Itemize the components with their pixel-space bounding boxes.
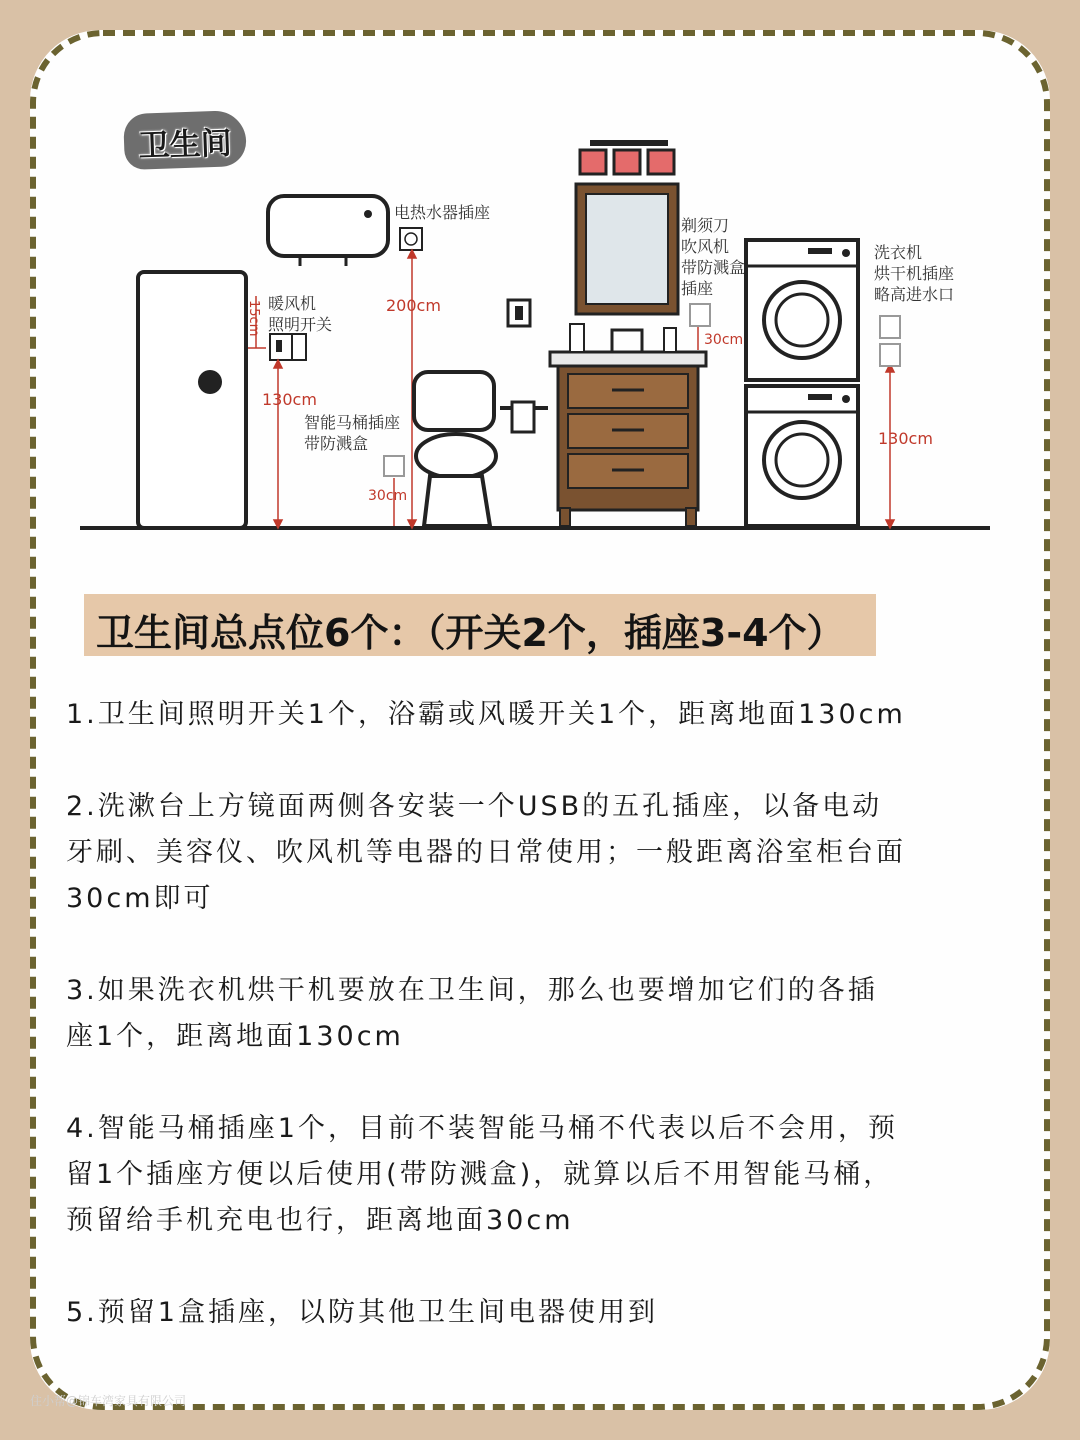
dimension-200cm: 200cm (386, 296, 441, 315)
water-heater-socket-label: 电热水器插座 (394, 203, 491, 222)
dryer-icon (746, 240, 858, 380)
mirror-socket-label: 剃须刀 吹风机 带防溅盒 插座 (681, 216, 746, 298)
socket-icon (400, 228, 422, 250)
water-heater-icon (268, 196, 388, 266)
toilet-icon (414, 372, 496, 526)
toilet-socket-label: 智能马桶插座 带防溅盒 (304, 413, 401, 453)
socket-icon (880, 316, 900, 366)
mirror-icon (576, 184, 678, 314)
washer-icon (746, 386, 858, 526)
scene-title-badge (123, 110, 247, 170)
vanity-cabinet-icon (550, 324, 706, 526)
socket-icon (690, 304, 710, 326)
tips-list (66, 692, 1010, 1382)
list-item: 4.智能马桶插座1个，目前不装智能马桶不代表以后不会用，预 留1个插座方便以后使用(带防溅盒)，就算以后不用智能马桶， 预留给手机充电也行，距离地面30cm (66, 1113, 898, 1236)
light-fixture-icon (580, 140, 674, 174)
switch-icon (270, 334, 306, 360)
dimension-30cm-toilet: 30cm (368, 488, 408, 504)
paper-holder-icon (500, 402, 548, 432)
heater-switch-label: 暖风机 照明开关 (268, 294, 333, 334)
dimension-15cm: 15cm (246, 300, 261, 337)
washer-socket-label: 洗衣机 烘干机插座 略高进水口 (874, 243, 955, 304)
switch-icon (508, 300, 530, 326)
list-item: 2.洗漱台上方镜面两侧各安装一个USB的五孔插座，以备电动 牙刷、美容仪、吹风机等电器的日常使用；一般距离浴室柜台面 30cm即可 (66, 791, 906, 914)
door-icon (138, 272, 246, 528)
socket-icon (384, 456, 404, 476)
list-item: 1.卫生间照明开关1个，浴霸或风暖开关1个，距离地面130cm (66, 699, 906, 730)
watermark: 住小帮@锦车湾家具有限公司 (30, 1394, 187, 1408)
list-item: 5.预留1盒插座，以防其他卫生间电器使用到 (66, 1297, 658, 1328)
dimension-130cm-left: 130cm (262, 390, 317, 409)
dimension-130cm-right: 130cm (878, 429, 933, 448)
dimension-30cm-vanity: 30cm (704, 332, 744, 348)
list-item: 3.如果洗衣机烘干机要放在卫生间，那么也要增加它们的各插 座1个，距离地面130cm (66, 975, 878, 1052)
scene-title: 卫生间 (138, 125, 233, 165)
summary-banner (84, 594, 876, 656)
summary-banner-text: 卫生间总点位6个：（开关2个，插座3-4个） (96, 611, 845, 655)
